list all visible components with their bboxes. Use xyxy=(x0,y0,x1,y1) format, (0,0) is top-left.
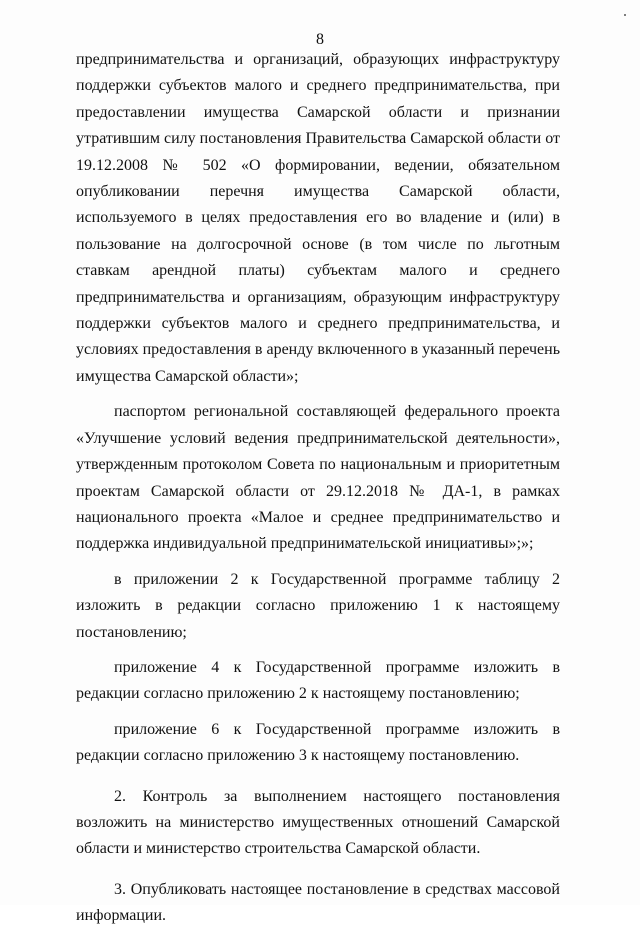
paragraph-continuation: предпринимательства и организаций, образующих инфраструктуру поддержки субъектов малого и среднего предпринимательства, при предоставлении имущества Самарской области и признании утратившим силу постановления Правительства Самарской области от 19.12.2008 № 502 «О формировании, ведении, обязательном опубликовании перечня имущества Самарской области, используемого в целях предоставления его во владение и (или) в пользование на долгосрочной основе (в том числе по льготным ставкам арендной платы) субъектам малого и среднего предпринимательства и организациям, образующим инфраструктуру поддержки субъектов малого и среднего предпринимательства, и условиях предоставления в аренду включенного в указанный перечень имущества Самарской области»; xyxy=(76,51,560,385)
page-number: 8 xyxy=(316,31,324,48)
document-body xyxy=(76,47,560,930)
paragraph-passport: паспортом региональной составляющей федерального проекта «Улучшение условий ведения предпринимательской деятельности», утвержденным протоколом Совета по национальным и приоритетным проектам Самарской области от 29.12.2018 № ДА-1, в рамках национального проекта «Малое и среднее предпринимательство и поддержка индивидуальной предпринимательской инициативы»;»; xyxy=(76,403,560,553)
paragraph-appendix-6: приложение 6 к Государственной программе изложить в редакции согласно приложению 3 к настоящему постановлению. xyxy=(76,720,560,765)
paragraph-control: 2. Контроль за выполнением настоящего постановления возложить на министерство имущественных отношений Самарской области и министерство строительства Самарской области. xyxy=(76,787,560,858)
paragraph-appendix-2: в приложении 2 к Государственной программе таблицу 2 изложить в редакции согласно приложению 1 к настоящему постановлению; xyxy=(76,570,560,641)
scan-speck xyxy=(624,14,626,16)
paragraph-appendix-4: приложение 4 к Государственной программе изложить в редакции согласно приложению 2 к настоящему постановлению; xyxy=(76,658,560,703)
paragraph-publish: 3. Опубликовать настоящее постановление в средствах массовой информации. xyxy=(76,880,560,925)
